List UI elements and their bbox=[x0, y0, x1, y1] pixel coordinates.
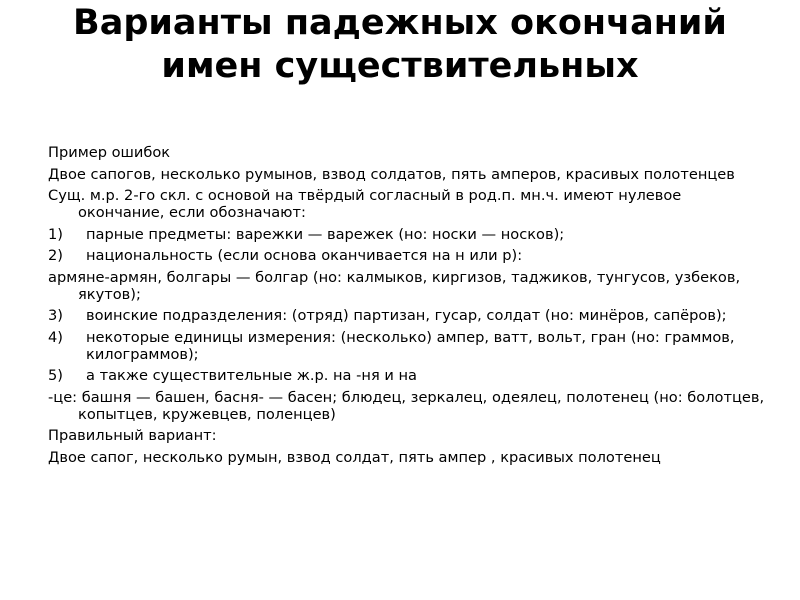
list-item-2 bbox=[48, 247, 768, 264]
list-item-5 bbox=[48, 367, 768, 384]
list-item-4-text: некоторые единицы измерения: (несколько) ампер, ватт, вольт, гран (но: граммов, килограммов); bbox=[86, 328, 735, 363]
paragraph-feminine-examples: -це: башня — башен, басня- — басен; блюдец, зеркалец, одеялец, полотенец (но: болотцев, копытцев, кружевцев, поленцев) bbox=[48, 388, 765, 423]
paragraph-error-examples: Двое сапогов, несколько румынов, взвод солдатов, пять амперов, красивых полотенцев bbox=[48, 165, 735, 183]
slide-body bbox=[48, 144, 768, 470]
paragraph-rule: Сущ. м.р. 2-го скл. с основой на твёрдый согласный в род.п. мн.ч. имеют нулевое окончание, если обозначают: bbox=[48, 187, 682, 221]
paragraph-nationality-examples: армяне-армян, болгары — болгар (но: калмыков, киргизов, таджиков, тунгусов, узбеков, якутов); bbox=[48, 268, 741, 303]
paragraph-correct-examples: Двое сапог, несколько румын, взвод солдат, пять ампер , красивых полотенец bbox=[48, 448, 661, 466]
list-item-3-number: 3) bbox=[48, 307, 63, 324]
paragraph-errors-heading: Пример ошибок bbox=[48, 144, 171, 161]
list-item-1-text: парные предметы: варежки — варежек (но: носки — носков); bbox=[86, 225, 565, 243]
list-item-4 bbox=[48, 329, 768, 363]
paragraph-correct-heading: Правильный вариант: bbox=[48, 427, 217, 444]
list-item-5-number: 5) bbox=[48, 367, 63, 384]
list-item-1-number: 1) bbox=[48, 225, 63, 243]
list-item-2-text: национальность (если основа оканчивается на н или р): bbox=[86, 247, 523, 264]
slide-title bbox=[40, 2, 760, 88]
slide-title-line-2: имен существительных bbox=[161, 46, 639, 86]
list-item-3 bbox=[48, 307, 768, 324]
list-item-3-text: воинские подразделения: (отряд) партизан, гусар, солдат (но: минёров, сапёров); bbox=[86, 307, 727, 324]
list-item-2-number: 2) bbox=[48, 247, 63, 264]
list-item-5-text: а также существительные ж.р. на -ня и на bbox=[86, 367, 417, 384]
list-item-1 bbox=[48, 226, 768, 243]
list-item-4-number: 4) bbox=[48, 328, 63, 346]
slide-title-line-1: Варианты падежных окончаний bbox=[73, 3, 727, 43]
